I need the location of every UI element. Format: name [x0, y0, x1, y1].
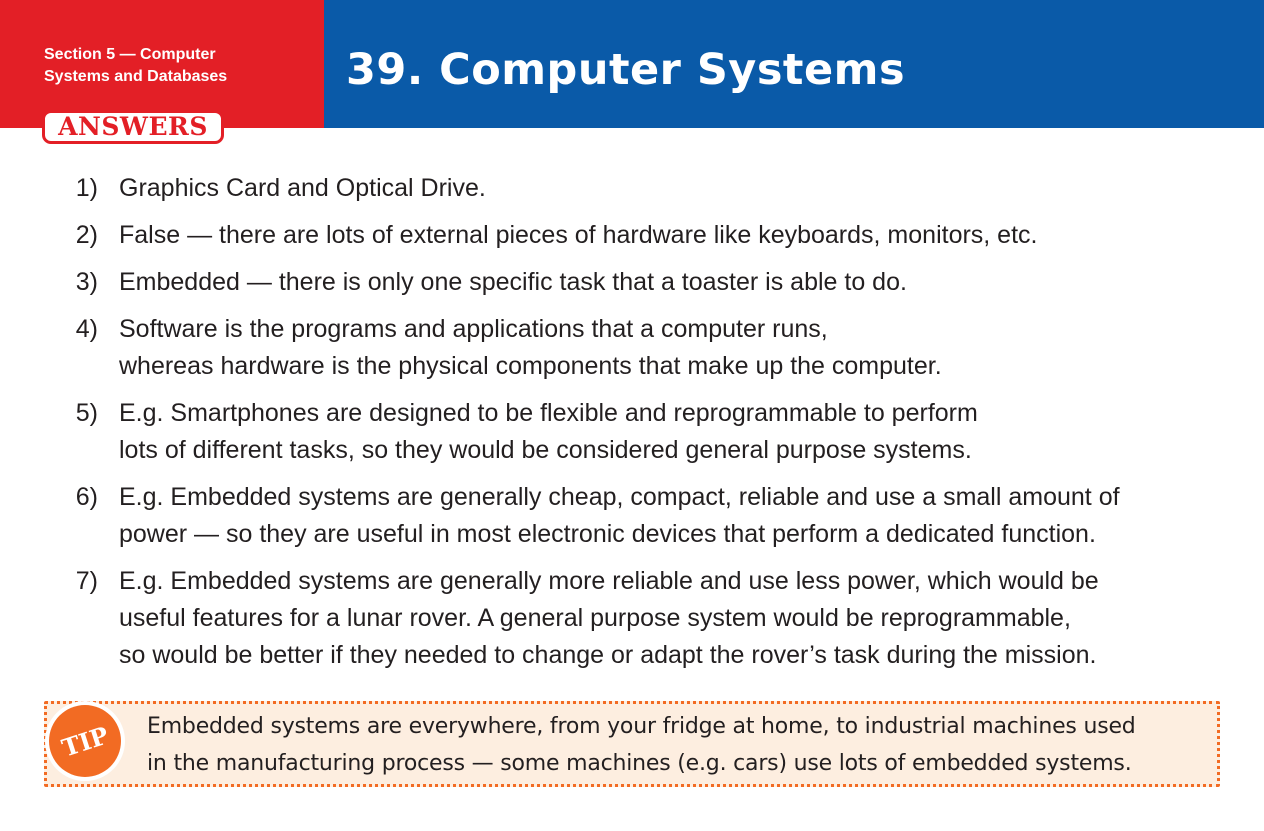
tip-text	[147, 708, 1217, 782]
answer-item	[58, 479, 1248, 553]
answer-text-line: Software is the programs and applications that a computer runs,	[119, 315, 828, 343]
answer-text-line: E.g. Smartphones are designed to be flexible and reprogrammable to perform	[119, 399, 978, 427]
answer-item	[58, 311, 1248, 385]
answer-text-line: E.g. Embedded systems are generally cheap, compact, reliable and use a small amount of	[119, 483, 1120, 511]
answer-item	[58, 217, 1248, 254]
page-title: 39. Computer Systems	[346, 45, 906, 95]
answer-text-line: E.g. Embedded systems are generally more reliable and use less power, which would be	[119, 567, 1099, 595]
answer-item	[58, 563, 1248, 674]
answers-badge: ANSWERS	[42, 110, 224, 144]
section-label-line-1: Section 5 — Computer	[44, 46, 216, 63]
answer-number: 7)	[75, 567, 98, 595]
answer-text-line: whereas hardware is the physical components that make up the computer.	[119, 352, 942, 380]
answer-text-line: useful features for a lunar rover. A general purpose system would be reprogrammable,	[119, 604, 1071, 632]
tip-line-1: Embedded systems are everywhere, from your fridge at home, to industrial machines used	[147, 714, 1136, 739]
answer-number: 6)	[75, 483, 98, 511]
answer-item	[58, 264, 1248, 301]
answer-list	[58, 170, 1248, 684]
section-banner	[0, 0, 324, 128]
answer-number: 2)	[75, 221, 98, 249]
answer-item	[58, 395, 1248, 469]
answer-text-line: lots of different tasks, so they would be considered general purpose systems.	[119, 436, 972, 464]
answer-item	[58, 170, 1248, 207]
answer-number: 3)	[75, 268, 98, 296]
answer-number: 1)	[75, 174, 98, 202]
answer-text-line: so would be better if they needed to change or adapt the rover’s task during the mission.	[119, 641, 1097, 669]
tip-badge-icon	[42, 698, 128, 784]
answer-text-line: Graphics Card and Optical Drive.	[119, 174, 486, 202]
tip-badge-label: TIP	[58, 720, 113, 763]
section-label-line-2: Systems and Databases	[44, 68, 228, 85]
answer-text-line: Embedded — there is only one specific task that a toaster is able to do.	[119, 268, 907, 296]
section-label	[44, 44, 314, 88]
answer-number: 4)	[75, 315, 98, 343]
tip-line-2: in the manufacturing process — some machines (e.g. cars) use lots of embedded systems.	[147, 751, 1132, 776]
answer-text-line: False — there are lots of external pieces of hardware like keyboards, monitors, etc.	[119, 221, 1038, 249]
answer-text-line: power — so they are useful in most electronic devices that perform a dedicated function.	[119, 520, 1096, 548]
answer-number: 5)	[75, 399, 98, 427]
